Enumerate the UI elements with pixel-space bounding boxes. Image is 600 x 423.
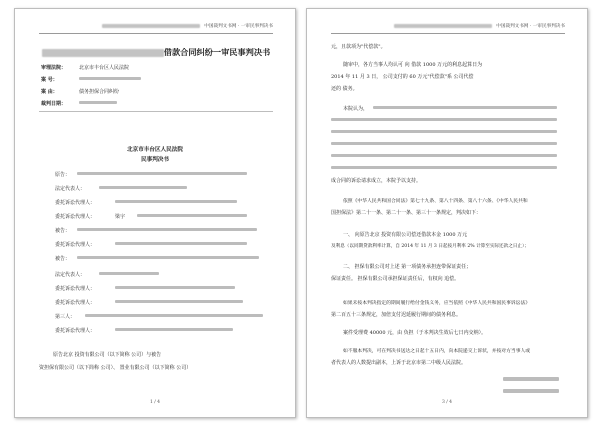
redaction <box>137 214 247 217</box>
appeal-text: 如不服本判决，可在判决书送达之日起十五日内，向本院递交上诉状，并按对方当事人或 <box>343 349 531 354</box>
party-role: 法定代表人： <box>55 186 86 192</box>
body-text: 国担保法》第二十一条、第二十一条、第三十一条规定，判决如下： <box>331 210 482 216</box>
court-name: 北京市丰台区人民法院 <box>127 147 183 153</box>
party-role: 委托诉讼代理人： <box>55 200 96 206</box>
redaction-signature <box>503 377 559 381</box>
judgment-item: 保证责任。 担保有限公司承担保证责任后，有权向 追偿。 <box>331 276 460 282</box>
meta-label: 裁判日期： <box>41 101 67 107</box>
body-text: 如果未按本判决指定的期间履行给付金钱义务，应当依照《中华人民共和国民事诉讼法》 <box>343 301 531 306</box>
body-text: 元，且款项为"代偿款"。 <box>331 44 386 50</box>
document-page-right <box>306 8 588 418</box>
body-text: 依照《中华人民共和国合同法》第七十九条、第八十四条、第八十六条、《中华人民共和 <box>343 199 528 204</box>
redaction <box>77 228 257 231</box>
redaction <box>99 272 159 275</box>
judgment-item: 及利息（以同期贷款利率计算，自 2014 年 11 月 3 日起按月利率 2% 计算至实际还款之日止）； <box>331 244 529 249</box>
party-role: 法定代表人： <box>55 272 86 278</box>
redaction <box>331 166 557 169</box>
redaction <box>79 101 117 104</box>
page-number: 3 / 4 <box>441 400 453 405</box>
redaction <box>115 328 233 331</box>
appeal-text: 者代表人的人数提出副本，上诉于北京市第二中级人民法院。 <box>331 360 467 366</box>
party-name: 梁宇 <box>115 214 126 220</box>
party-role: 委托诉讼代理人： <box>55 214 96 220</box>
judgment-item: 一、 向原告北京 投资有限公司偿还借款本金 1000 万元 <box>343 232 468 238</box>
body-text: 本院认为， <box>343 106 369 112</box>
running-header: 中国裁判文书网 · 一审民事判决书 <box>39 23 273 34</box>
redaction <box>115 200 237 203</box>
redaction <box>394 24 492 28</box>
redaction <box>115 242 247 245</box>
meta-value: 北京市丰台区人民法院 <box>79 65 130 71</box>
redaction <box>77 256 259 259</box>
redaction <box>42 49 164 57</box>
running-header: 中国裁判文书网 · 一审民事判决书 <box>331 23 565 34</box>
redaction <box>331 154 557 157</box>
meta-value: 债务担保合同纠纷 <box>79 89 120 95</box>
redaction <box>102 24 200 28</box>
body-text: 第二百五十三条规定，加倍支付迟延履行期间的债务利息。 <box>331 312 462 318</box>
party-role: 被告： <box>55 228 71 234</box>
doc-type: 民事判决书 <box>141 157 169 163</box>
case-title-row <box>29 42 283 61</box>
redaction <box>115 300 243 303</box>
fee-text: 案件受理费 40000 元，由 负担（于本判决生效后七日内交纳）。 <box>343 330 487 336</box>
body-text: 原告北京 投资有限公司（以下简称 公司）与被告 <box>53 352 162 358</box>
party-role: 委托诉讼代理人： <box>55 242 96 248</box>
party-role: 原告： <box>55 172 71 178</box>
redaction <box>85 314 263 317</box>
document-page-left <box>14 8 296 418</box>
party-role: 委托诉讼代理人： <box>55 286 96 292</box>
party-role: 委托诉讼代理人： <box>55 300 96 306</box>
meta-divider <box>39 111 273 112</box>
meta-label: 审理法院： <box>41 65 67 71</box>
redaction-signature <box>503 389 559 393</box>
body-text: 2014 年 11 月 3 日， 公司支付的 60 万元"代偿款"系 公司代偿 <box>331 74 474 80</box>
redaction <box>79 77 141 80</box>
redaction <box>331 142 557 145</box>
judgment-item: 二、 担保有限公司对上述 第一项债务承担连带保证责任； <box>343 264 472 270</box>
redaction <box>331 130 557 133</box>
page-number: 1 / 4 <box>149 400 161 405</box>
redaction <box>373 106 557 109</box>
party-role: 被告： <box>55 256 71 262</box>
redaction <box>77 172 247 175</box>
body-text: 成合同的诉讼请求成立，本院予以支持。 <box>331 178 422 184</box>
body-text: 随审中，各方当事人均认可 向 借款 1000 万元的利息起算日为 <box>343 62 483 68</box>
party-role: 第三人： <box>55 314 76 320</box>
body-text: 资担保有限公司（以下简称 公司）、 置业有限公司（以下简称 公司） <box>39 365 192 371</box>
party-role: 委托诉讼代理人： <box>55 328 96 334</box>
redaction <box>115 286 235 289</box>
meta-label: 案 号： <box>41 77 58 83</box>
body-text: 还的 债务。 <box>331 86 358 92</box>
case-title: 借款合同纠纷一审民事判决书 <box>163 47 271 57</box>
redaction <box>331 118 557 121</box>
meta-label: 案 由： <box>41 89 58 95</box>
redaction <box>99 186 187 189</box>
